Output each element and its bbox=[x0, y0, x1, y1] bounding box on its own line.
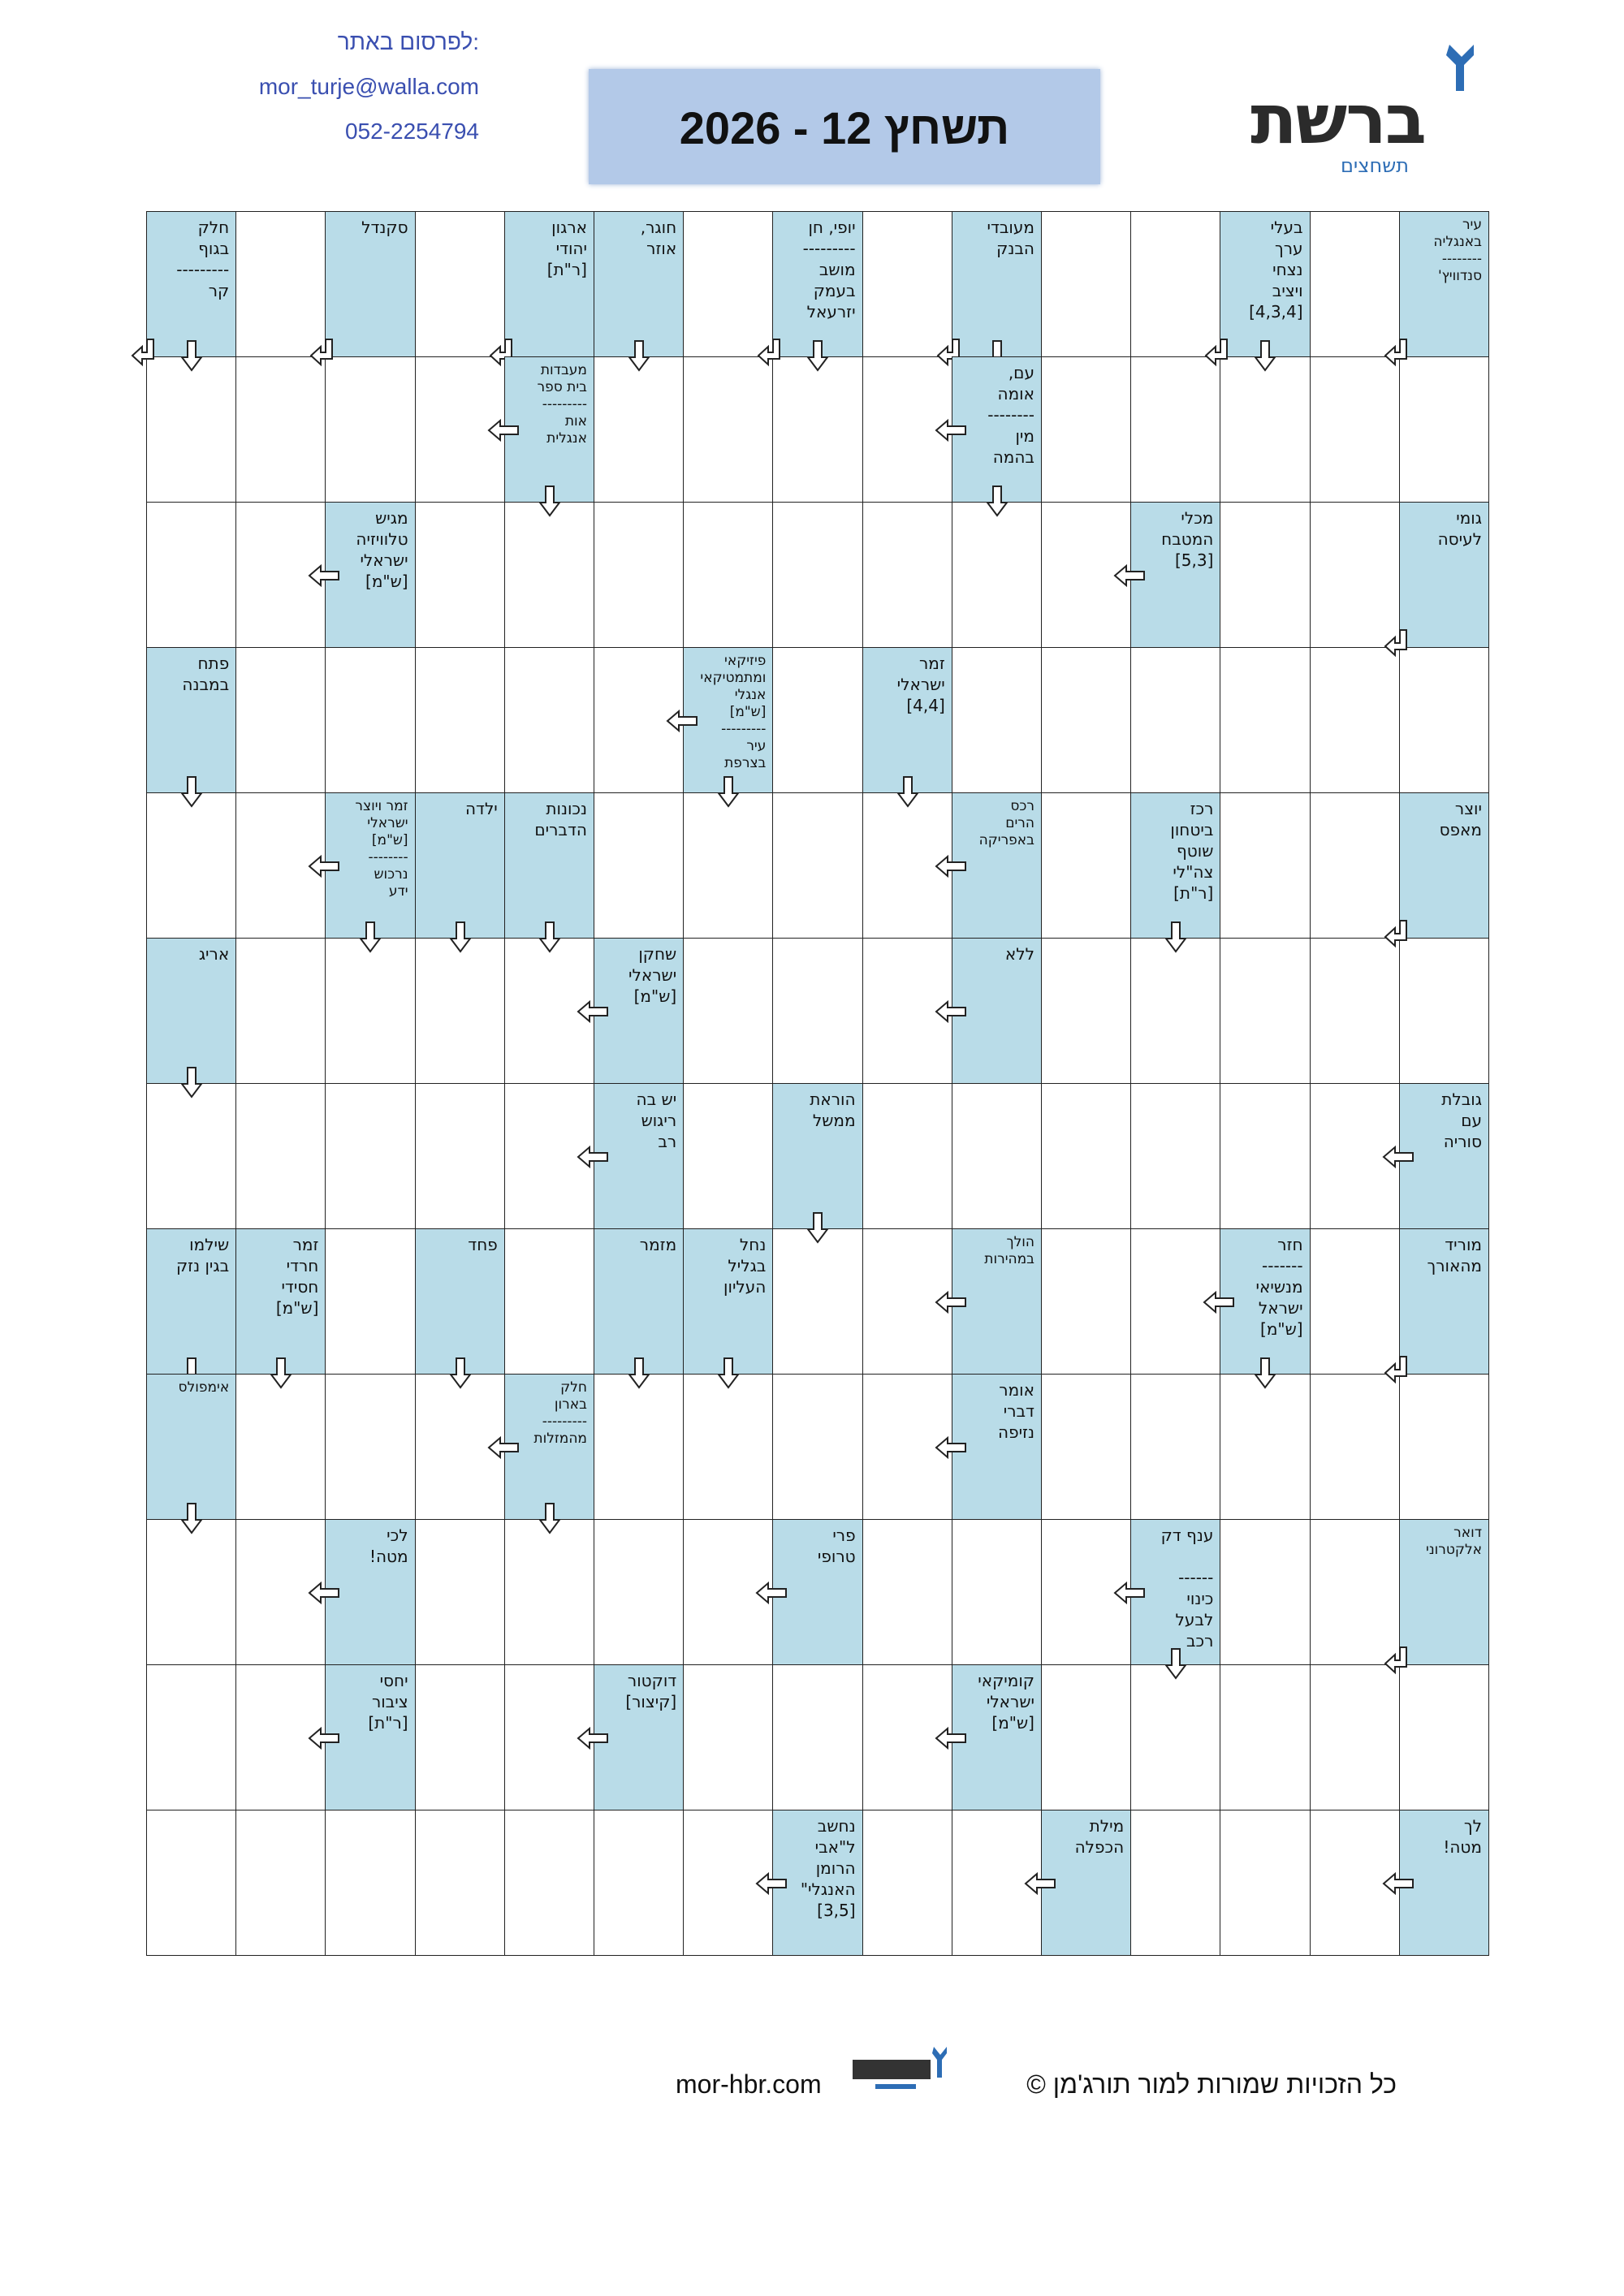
clue-cell bbox=[772, 1083, 862, 1229]
answer-cell[interactable] bbox=[1130, 647, 1220, 793]
answer-cell[interactable] bbox=[683, 1374, 773, 1520]
arrow-down-icon bbox=[175, 339, 208, 372]
answer-cell[interactable] bbox=[415, 502, 505, 648]
clue-text: יחסי ציבור [ר"ת] bbox=[368, 1671, 408, 1733]
answer-cell[interactable] bbox=[772, 938, 862, 1084]
clue-text: יוצר מאפס bbox=[1439, 799, 1482, 839]
clue-cell bbox=[952, 356, 1042, 503]
arrow-left-icon bbox=[1382, 1867, 1415, 1900]
arrow-turn-down-left-icon bbox=[755, 338, 788, 370]
answer-cell[interactable] bbox=[952, 1519, 1042, 1665]
clue-cell bbox=[415, 1228, 505, 1375]
answer-cell[interactable] bbox=[1220, 1083, 1310, 1229]
answer-cell[interactable] bbox=[1220, 502, 1310, 648]
arrow-left-icon bbox=[1382, 1141, 1415, 1173]
clue-cell bbox=[325, 211, 415, 357]
answer-cell[interactable] bbox=[325, 1228, 415, 1375]
arrow-left-icon bbox=[487, 414, 520, 447]
answer-cell[interactable] bbox=[594, 1810, 684, 1956]
arrow-down-icon bbox=[1160, 1647, 1192, 1680]
clue-cell bbox=[504, 1374, 594, 1520]
answer-cell[interactable] bbox=[772, 647, 862, 793]
clue-cell bbox=[1399, 502, 1489, 648]
arrow-left-icon bbox=[1113, 559, 1146, 592]
answer-cell[interactable] bbox=[415, 1664, 505, 1810]
clue-cell bbox=[504, 211, 594, 357]
clue-text: מעובדי הבנק bbox=[987, 218, 1034, 258]
answer-cell[interactable] bbox=[235, 938, 326, 1084]
clue-text: יש בה ריגוש רב bbox=[636, 1090, 677, 1151]
clue-cell bbox=[146, 211, 236, 357]
footer-site[interactable]: mor-hbr.com bbox=[676, 2069, 822, 2099]
answer-cell[interactable] bbox=[683, 356, 773, 503]
arrow-left-icon bbox=[755, 1577, 788, 1609]
arrow-down-icon bbox=[801, 1211, 834, 1244]
clue-text: לך מטה! bbox=[1443, 1816, 1482, 1857]
clue-text: בעלי ערך נצחי ויציב [4,3,4] bbox=[1249, 218, 1303, 322]
clue-text: חלק בארון --------- מהמזלות bbox=[533, 1379, 587, 1447]
answer-cell[interactable] bbox=[1310, 1228, 1400, 1375]
answer-cell[interactable] bbox=[415, 211, 505, 357]
clue-cell bbox=[1130, 1519, 1220, 1665]
answer-cell[interactable] bbox=[1220, 647, 1310, 793]
contact-info bbox=[179, 26, 479, 160]
crossword-grid bbox=[146, 211, 1488, 1955]
arrow-left-icon bbox=[308, 559, 340, 592]
arrow-down-icon bbox=[623, 1357, 655, 1389]
clue-cell bbox=[594, 211, 684, 357]
answer-cell[interactable] bbox=[683, 792, 773, 939]
clue-text: מזמר bbox=[639, 1235, 677, 1254]
answer-cell[interactable] bbox=[1041, 792, 1131, 939]
advertise-label: לפרסום באתר: bbox=[337, 29, 479, 54]
answer-cell[interactable] bbox=[415, 938, 505, 1084]
answer-cell[interactable] bbox=[683, 502, 773, 648]
answer-cell[interactable] bbox=[1310, 211, 1400, 357]
puzzle-title: תשחץ 12 - 2026 bbox=[679, 102, 1010, 153]
clue-cell bbox=[325, 1519, 415, 1665]
clue-cell bbox=[1130, 502, 1220, 648]
clue-text: זמר חרדי חסידי [ש"מ] bbox=[275, 1235, 319, 1318]
clue-cell bbox=[325, 792, 415, 939]
clue-text: חלק בגוף --------- קר bbox=[176, 218, 230, 300]
clue-text: קומיקאי ישראלי [ש"מ] bbox=[978, 1671, 1034, 1733]
footer bbox=[666, 2058, 1397, 2123]
clue-cell bbox=[504, 792, 594, 939]
clue-text: מעבדות בית ספר --------- אות אנגלית bbox=[537, 362, 587, 447]
arrow-down-icon bbox=[712, 1357, 745, 1389]
logo-subtitle: תשחצים bbox=[1341, 154, 1409, 177]
arrow-left-icon bbox=[666, 705, 698, 737]
clue-text: מכלי המטבח [5,3] bbox=[1161, 508, 1214, 570]
answer-cell[interactable] bbox=[1220, 1810, 1310, 1956]
answer-cell[interactable] bbox=[146, 1810, 236, 1956]
answer-cell[interactable] bbox=[1310, 647, 1400, 793]
answer-cell[interactable] bbox=[683, 1083, 773, 1229]
answer-cell[interactable] bbox=[683, 1664, 773, 1810]
clue-text: רכס הרים באפריקה bbox=[978, 798, 1034, 848]
arrow-down-icon bbox=[444, 1357, 477, 1389]
clue-cell bbox=[952, 1374, 1042, 1520]
answer-cell[interactable] bbox=[146, 502, 236, 648]
arrow-down-icon bbox=[623, 339, 655, 372]
arrow-down-icon bbox=[1249, 339, 1281, 372]
clue-cell bbox=[952, 792, 1042, 939]
arrow-down-icon bbox=[175, 1066, 208, 1098]
clue-cell bbox=[1220, 211, 1310, 357]
answer-cell[interactable] bbox=[1041, 1374, 1131, 1520]
clue-cell bbox=[1399, 1228, 1489, 1375]
answer-cell[interactable] bbox=[325, 1374, 415, 1520]
footer-rights: כל הזכויות שמורות למור תורג'מן © bbox=[1026, 2069, 1397, 2099]
arrow-left-icon bbox=[935, 414, 967, 447]
clue-cell bbox=[952, 938, 1042, 1084]
clue-text: לכי מטה! bbox=[369, 1526, 408, 1566]
clue-cell bbox=[952, 1228, 1042, 1375]
arrow-left-icon bbox=[308, 1577, 340, 1609]
arrow-down-icon bbox=[981, 485, 1013, 517]
arrow-down-icon bbox=[533, 1502, 566, 1534]
clue-text: הוראת ממשל bbox=[810, 1090, 856, 1130]
answer-cell[interactable] bbox=[1310, 1374, 1400, 1520]
contact-phone[interactable]: 052-2254794 bbox=[344, 119, 479, 144]
answer-cell[interactable] bbox=[1041, 1083, 1131, 1229]
logo-word: ברשת bbox=[1250, 80, 1425, 159]
clue-cell bbox=[146, 1228, 236, 1375]
answer-cell[interactable] bbox=[1310, 502, 1400, 648]
answer-cell[interactable] bbox=[235, 356, 326, 503]
clue-cell bbox=[1399, 1810, 1489, 1956]
clue-cell bbox=[772, 211, 862, 357]
clue-text: יופי, חן --------- מושב בעמק יזרעאל bbox=[802, 218, 856, 322]
answer-cell[interactable] bbox=[1220, 356, 1310, 503]
answer-cell[interactable] bbox=[594, 1519, 684, 1665]
answer-cell[interactable] bbox=[415, 1519, 505, 1665]
answer-cell[interactable] bbox=[325, 356, 415, 503]
arrow-turn-down-left-icon bbox=[1382, 338, 1415, 370]
answer-cell[interactable] bbox=[1041, 1228, 1131, 1375]
arrow-turn-down-left-icon bbox=[1382, 628, 1415, 661]
clue-text: אימפולס bbox=[178, 1379, 230, 1396]
arrow-left-icon bbox=[935, 1286, 967, 1318]
answer-cell[interactable] bbox=[772, 792, 862, 939]
arrow-down-icon bbox=[354, 921, 387, 953]
arrow-down-icon bbox=[175, 775, 208, 808]
answer-cell[interactable] bbox=[504, 502, 594, 648]
clue-cell bbox=[325, 1664, 415, 1810]
clue-text: עם, אומה -------- מין בהמה bbox=[987, 363, 1034, 467]
arrow-turn-down-left-icon bbox=[1203, 338, 1235, 370]
answer-cell[interactable] bbox=[1399, 938, 1489, 1084]
answer-cell[interactable] bbox=[1399, 1374, 1489, 1520]
clue-text: פיזיקאי ומתמטיקאי אנגלי [ש"מ] --------- עיר בצרפת bbox=[700, 653, 767, 771]
answer-cell[interactable] bbox=[1130, 938, 1220, 1084]
answer-cell[interactable] bbox=[1220, 1519, 1310, 1665]
arrow-left-icon bbox=[935, 1722, 967, 1754]
clue-cell bbox=[146, 938, 236, 1084]
answer-cell[interactable] bbox=[1041, 938, 1131, 1084]
clue-cell bbox=[862, 647, 952, 793]
answer-cell[interactable] bbox=[772, 1664, 862, 1810]
answer-cell[interactable] bbox=[683, 938, 773, 1084]
answer-cell[interactable] bbox=[146, 792, 236, 939]
arrow-left-icon bbox=[935, 850, 967, 883]
arrow-left-icon bbox=[1024, 1867, 1056, 1900]
clue-text: פרי טרופי bbox=[817, 1526, 856, 1566]
contact-email[interactable]: mor_turje@walla.com bbox=[258, 74, 479, 99]
answer-cell[interactable] bbox=[235, 1083, 326, 1229]
answer-cell[interactable] bbox=[1041, 356, 1131, 503]
arrow-left-icon bbox=[487, 1431, 520, 1464]
arrow-down-icon bbox=[533, 921, 566, 953]
clue-text: שחקן ישראלי [ש"מ] bbox=[628, 944, 677, 1006]
clue-text: דואר אלקטרוני bbox=[1426, 1525, 1482, 1558]
answer-cell[interactable] bbox=[146, 1664, 236, 1810]
clue-cell bbox=[772, 1519, 862, 1665]
clue-cell bbox=[1220, 1228, 1310, 1375]
answer-cell[interactable] bbox=[1220, 1374, 1310, 1520]
answer-cell[interactable] bbox=[594, 1374, 684, 1520]
arrow-turn-down-left-icon bbox=[129, 338, 162, 370]
clue-text: ילדה bbox=[464, 799, 498, 818]
answer-cell[interactable] bbox=[1220, 1664, 1310, 1810]
answer-cell[interactable] bbox=[862, 1810, 952, 1956]
clue-cell bbox=[952, 211, 1042, 357]
clue-text: גומי לעיסה bbox=[1437, 508, 1482, 549]
answer-cell[interactable] bbox=[146, 356, 236, 503]
answer-cell[interactable] bbox=[1041, 211, 1131, 357]
footer-logo-icon bbox=[843, 2042, 957, 2107]
answer-cell[interactable] bbox=[504, 647, 594, 793]
answer-cell[interactable] bbox=[952, 502, 1042, 648]
title-box bbox=[589, 69, 1100, 184]
answer-cell[interactable] bbox=[1310, 1519, 1400, 1665]
arrow-down-icon bbox=[175, 1502, 208, 1534]
clue-text: נחשב ל"אבי הרומן האנגלי" [3,5] bbox=[800, 1816, 856, 1920]
clue-text: נחל בגליל העליון bbox=[723, 1235, 767, 1297]
answer-cell[interactable] bbox=[235, 1810, 326, 1956]
arrow-down-icon bbox=[892, 775, 924, 808]
clue-text: עיר באנגליה -------- סנדוויץ' bbox=[1433, 217, 1482, 284]
answer-cell[interactable] bbox=[1041, 1664, 1131, 1810]
clue-text: מילת הכפלה bbox=[1074, 1816, 1125, 1857]
answer-cell[interactable] bbox=[1310, 356, 1400, 503]
answer-cell[interactable] bbox=[1399, 1664, 1489, 1810]
answer-cell[interactable] bbox=[1399, 356, 1489, 503]
arrow-turn-down-left-icon bbox=[1382, 1355, 1415, 1388]
arrow-left-icon bbox=[577, 1722, 609, 1754]
brand-logo bbox=[1190, 32, 1482, 177]
answer-cell[interactable] bbox=[325, 647, 415, 793]
answer-cell[interactable] bbox=[772, 356, 862, 503]
answer-cell[interactable] bbox=[1310, 938, 1400, 1084]
clue-text: מגיש טלוויזיה ישראלי [ש"מ] bbox=[356, 508, 408, 591]
clue-text: גובלת עם סוריה bbox=[1441, 1090, 1482, 1151]
clue-cell bbox=[952, 1664, 1042, 1810]
clue-text: רכז ביטחון שוטף צה"לי [ר"ת] bbox=[1170, 799, 1214, 903]
clue-cell bbox=[1399, 1519, 1489, 1665]
clue-text: פתח במבנה bbox=[182, 654, 230, 694]
answer-cell[interactable] bbox=[325, 1083, 415, 1229]
clue-cell bbox=[594, 1664, 684, 1810]
clue-text: זמר ישראלי [4,4] bbox=[896, 654, 945, 715]
answer-cell[interactable] bbox=[325, 1810, 415, 1956]
clue-text: נכונות הדברים bbox=[534, 799, 587, 839]
clue-cell bbox=[146, 647, 236, 793]
arrow-down-icon bbox=[265, 1357, 297, 1389]
answer-cell[interactable] bbox=[235, 1374, 326, 1520]
arrow-turn-down-left-icon bbox=[1382, 919, 1415, 952]
answer-cell[interactable] bbox=[594, 356, 684, 503]
clue-cell bbox=[146, 1374, 236, 1520]
arrow-down-icon bbox=[1249, 1357, 1281, 1389]
answer-cell[interactable] bbox=[1130, 211, 1220, 357]
clue-cell bbox=[415, 792, 505, 939]
answer-cell[interactable] bbox=[1130, 1083, 1220, 1229]
clue-text: חוגר, אוזר bbox=[640, 218, 677, 258]
clue-cell bbox=[1399, 792, 1489, 939]
answer-cell[interactable] bbox=[1220, 792, 1310, 939]
answer-cell[interactable] bbox=[1130, 1664, 1220, 1810]
clue-cell bbox=[1399, 211, 1489, 357]
clue-text: זמר ויוצר ישראלי [ש"מ] -------- נרכוש ידע bbox=[355, 798, 408, 900]
answer-cell[interactable] bbox=[1130, 1810, 1220, 1956]
answer-cell[interactable] bbox=[235, 211, 326, 357]
clue-cell bbox=[1130, 792, 1220, 939]
arrow-left-icon bbox=[935, 1431, 967, 1464]
clue-text: ענף דק ------ כינוי לבעל רכב bbox=[1160, 1526, 1214, 1651]
logo-mark-icon bbox=[1441, 41, 1482, 97]
clue-text: ארגון יהודי [ר"ת] bbox=[546, 218, 587, 279]
answer-cell[interactable] bbox=[862, 211, 952, 357]
clue-text: מוריד מהאורך bbox=[1427, 1235, 1482, 1275]
answer-cell[interactable] bbox=[862, 502, 952, 648]
answer-cell[interactable] bbox=[772, 502, 862, 648]
answer-cell[interactable] bbox=[415, 1083, 505, 1229]
clue-text: דוקטור [קיצור] bbox=[625, 1671, 677, 1711]
answer-cell[interactable] bbox=[952, 647, 1042, 793]
clue-text: סקנדל bbox=[361, 218, 408, 237]
answer-cell[interactable] bbox=[146, 1519, 236, 1665]
clue-text: אומר דברי נזיפה bbox=[998, 1380, 1034, 1442]
clue-cell bbox=[772, 1810, 862, 1956]
answer-cell[interactable] bbox=[504, 1810, 594, 1956]
answer-cell[interactable] bbox=[952, 1083, 1042, 1229]
arrow-down-icon bbox=[712, 775, 745, 808]
answer-cell[interactable] bbox=[1130, 1374, 1220, 1520]
answer-cell[interactable] bbox=[1399, 647, 1489, 793]
answer-cell[interactable] bbox=[325, 938, 415, 1084]
arrow-down-icon bbox=[801, 339, 834, 372]
arrow-turn-down-left-icon bbox=[308, 338, 340, 370]
answer-cell[interactable] bbox=[146, 1083, 236, 1229]
answer-cell[interactable] bbox=[772, 1374, 862, 1520]
arrow-down-icon bbox=[444, 921, 477, 953]
answer-cell[interactable] bbox=[683, 211, 773, 357]
clue-cell bbox=[594, 1083, 684, 1229]
arrow-left-icon bbox=[308, 1722, 340, 1754]
answer-cell[interactable] bbox=[1130, 356, 1220, 503]
arrow-left-icon bbox=[577, 1141, 609, 1173]
clue-cell bbox=[683, 647, 773, 793]
answer-cell[interactable] bbox=[1310, 1664, 1400, 1810]
clue-cell bbox=[325, 502, 415, 648]
clue-text: ללא bbox=[1004, 944, 1034, 964]
answer-cell[interactable] bbox=[772, 1228, 862, 1375]
clue-text: פחד bbox=[468, 1235, 498, 1254]
clue-cell bbox=[1399, 1083, 1489, 1229]
answer-cell[interactable] bbox=[504, 1519, 594, 1665]
clue-cell bbox=[235, 1228, 326, 1375]
answer-cell[interactable] bbox=[1310, 792, 1400, 939]
clue-cell bbox=[1041, 1810, 1131, 1956]
clue-cell bbox=[594, 938, 684, 1084]
answer-cell[interactable] bbox=[862, 1083, 952, 1229]
answer-cell[interactable] bbox=[415, 647, 505, 793]
clue-text: אריג bbox=[198, 944, 230, 964]
answer-cell[interactable] bbox=[862, 1519, 952, 1665]
arrow-turn-down-left-icon bbox=[1382, 1646, 1415, 1678]
clue-text: הולך במהירות bbox=[984, 1234, 1034, 1267]
answer-cell[interactable] bbox=[504, 1228, 594, 1375]
arrow-down-icon bbox=[1160, 921, 1192, 953]
arrow-left-icon bbox=[1113, 1577, 1146, 1609]
answer-cell[interactable] bbox=[594, 502, 684, 648]
answer-cell[interactable] bbox=[594, 792, 684, 939]
answer-cell[interactable] bbox=[235, 647, 326, 793]
arrow-left-icon bbox=[308, 850, 340, 883]
clue-text: שילמו בגין נזק bbox=[175, 1235, 230, 1275]
clue-cell bbox=[504, 356, 594, 503]
arrow-left-icon bbox=[935, 995, 967, 1028]
arrow-left-icon bbox=[577, 995, 609, 1028]
answer-cell[interactable] bbox=[1220, 938, 1310, 1084]
clue-cell bbox=[683, 1228, 773, 1375]
answer-cell[interactable] bbox=[1041, 647, 1131, 793]
clue-cell bbox=[594, 1228, 684, 1375]
arrow-down-icon bbox=[533, 485, 566, 517]
arrow-left-icon bbox=[755, 1867, 788, 1900]
answer-cell[interactable] bbox=[415, 1810, 505, 1956]
arrow-left-icon bbox=[1203, 1286, 1235, 1318]
clue-text: חזר ------- מנשיאי ישראל [ש"מ] bbox=[1255, 1235, 1303, 1339]
